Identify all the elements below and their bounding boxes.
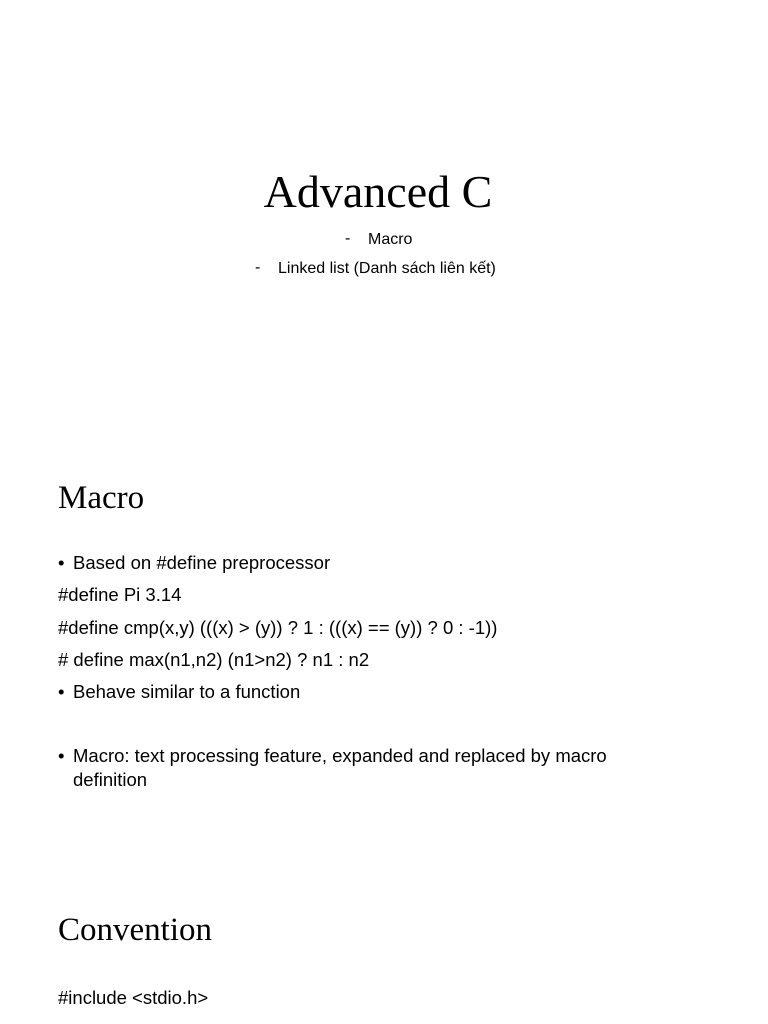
macro-bullet-1-text: Based on #define preprocessor — [73, 552, 331, 573]
sub-item-linked-list: Linked list (Danh sách liên kết) — [278, 260, 496, 277]
macro-bullet-2-text: Behave similar to a function — [73, 681, 301, 702]
sub-item-macro: Macro — [368, 231, 413, 248]
macro-code-line-2: #define cmp(x,y) (((x) > (y)) ? 1 : (((x) == (y)) ? 0 : -1)) — [58, 617, 498, 638]
macro-code-line-1: #define Pi 3.14 — [58, 584, 182, 605]
macro-bullet-2 — [58, 680, 673, 704]
macro-bullet-3 — [58, 744, 673, 792]
sub-item-dash-2: - — [255, 259, 261, 276]
macro-bullet-3-text: Macro: text processing feature, expanded and replaced by macro definition — [73, 745, 607, 790]
macro-heading: Macro — [58, 480, 145, 516]
slide-title-heading: Advanced C — [263, 166, 493, 217]
convention-heading: Convention — [58, 912, 212, 948]
sub-item-dash-1: - — [345, 230, 351, 247]
macro-bullet-1 — [58, 551, 673, 575]
bullet-icon: • — [58, 681, 65, 702]
bullet-icon: • — [58, 745, 65, 766]
bullet-icon: • — [58, 552, 65, 573]
macro-code-line-3: # define max(n1,n2) (n1>n2) ? n1 : n2 — [58, 649, 370, 670]
convention-code-line-1: #include <stdio.h> — [58, 987, 209, 1008]
